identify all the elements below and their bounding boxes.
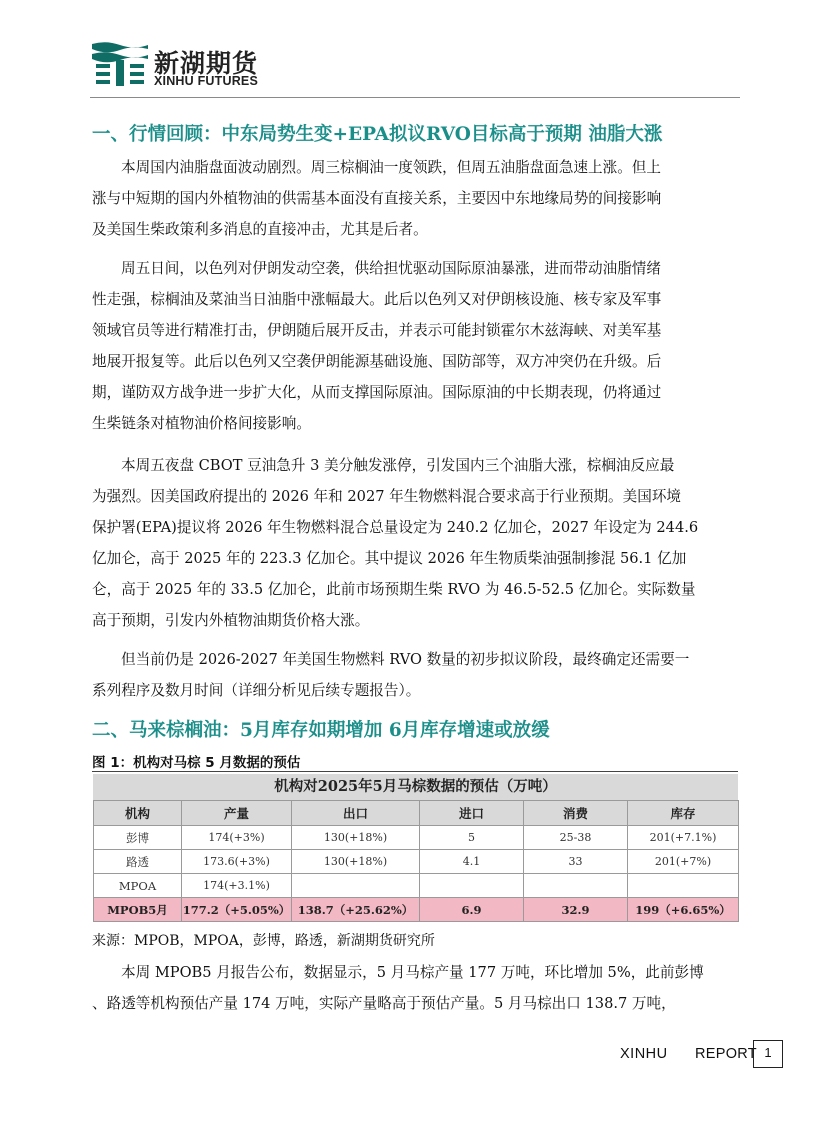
column-header: 消费 [524, 801, 628, 826]
table-cell [524, 874, 628, 898]
table-cell [292, 874, 420, 898]
company-logo [90, 38, 290, 94]
table-cell: 138.7（+25.62%） [292, 898, 420, 922]
logo-chinese-name: 新湖期货 [154, 49, 259, 78]
section-1-paragraph-4 [92, 644, 740, 706]
text-line: 生柴链条对植物油价格间接影响。 [92, 415, 311, 432]
text-line: 系列程序及数月时间（详细分析见后续专题报告）。 [92, 682, 421, 699]
figure-divider [92, 771, 738, 772]
section-1-paragraph-3 [92, 450, 740, 636]
page-number: 1 [753, 1040, 783, 1068]
text-line: 期，谨防双方战争进一步扩大化，从而支撑国际原油。国际原油的中长期表现，仍将通过 [92, 384, 662, 401]
header-divider [90, 97, 740, 98]
table-cell: 6.9 [420, 898, 524, 922]
text-line: 及美国生柴政策利多消息的直接冲击，尤其是后者。 [92, 221, 428, 238]
estimate-table-container [93, 774, 738, 922]
column-header: 库存 [628, 801, 739, 826]
logo-english-name: XINHU FUTURES [154, 74, 258, 88]
figure-title: 图 1：机构对马棕 5 月数据的预估 [92, 755, 301, 771]
text-line: 地展开报复等。此后以色列又空袭伊朗能源基础设施、国防部等，双方冲突仍在升级。后 [92, 353, 662, 370]
footer-label: REPORT [695, 1046, 757, 1062]
table-cell: MPOA [94, 874, 182, 898]
figure-source: 来源：MPOB，MPOA，彭博，路透，新湖期货研究所 [92, 933, 435, 949]
section-2-paragraph-1 [92, 957, 740, 1019]
table-cell: 25-38 [524, 826, 628, 850]
table-cell: 201(+7.1%) [628, 826, 739, 850]
table-cell: 173.6(+3%) [182, 850, 292, 874]
text-line: 性走强，棕榈油及菜油当日油脂中涨幅最大。此后以色列又对伊朗核设施、核专家及军事 [92, 291, 662, 308]
table-cell: 174(+3.1%) [182, 874, 292, 898]
table-cell: 177.2（+5.05%） [182, 898, 292, 922]
table-cell: 32.9 [524, 898, 628, 922]
table-cell [628, 874, 739, 898]
table-cell: MPOB5月 [94, 898, 182, 922]
table-cell: 路透 [94, 850, 182, 874]
table-cell: 199（+6.65%） [628, 898, 739, 922]
text-line: 亿加仑，高于 2025 年的 223.3 亿加仑。其中提议 2026 年生物质柴油强制掺混 56.1 亿加 [92, 550, 687, 567]
table-cell: 201(+7%) [628, 850, 739, 874]
table-cell: 5 [420, 826, 524, 850]
column-header: 出口 [292, 801, 420, 826]
text-line: 为强烈。因美国政府提出的 2026 年和 2027 年生物燃料混合要求高于行业预期。美国环境 [92, 488, 682, 505]
page-footer [610, 1044, 790, 1072]
section-1-heading: 一、行情回顾：中东局势生变+EPA拟议RVO目标高于预期 油脂大涨 [92, 124, 663, 145]
table-row [94, 874, 739, 898]
section-2-heading: 二、马来棕榈油：5月库存如期增加 6月库存增速或放缓 [92, 720, 550, 741]
table-header-row [94, 801, 739, 826]
table-row [94, 850, 739, 874]
text-line: 高于预期，引发内外植物油期货价格大涨。 [92, 612, 370, 629]
section-1-paragraph-1 [92, 152, 740, 245]
page-header [90, 38, 740, 98]
table-cell: 130(+18%) [292, 850, 420, 874]
table-row [94, 826, 739, 850]
text-line: 但当前仍是 2026-2027 年美国生物燃料 RVO 数量的初步拟议阶段，最终确定还需要一 [121, 651, 690, 668]
column-header: 进口 [420, 801, 524, 826]
table-cell: 彭博 [94, 826, 182, 850]
column-header: 机构 [94, 801, 182, 826]
text-line: 本周 MPOB5 月报告公布，数据显示，5 月马棕产量 177 万吨，环比增加 5%，此前彭博 [121, 964, 704, 981]
text-line: 、路透等机构预估产量 174 万吨，实际产量略高于预估产量。5 月马棕出口 138.7 万吨， [92, 995, 676, 1012]
column-header: 产量 [182, 801, 292, 826]
section-1-paragraph-2 [92, 253, 740, 439]
text-line: 领域官员等进行精准打击，伊朗随后展开反击，并表示可能封锁霍尔木兹海峡、对美军基 [92, 322, 662, 339]
table-title: 机构对2025年5月马棕数据的预估（万吨） [93, 774, 738, 800]
table-row-highlighted [94, 898, 739, 922]
table-cell: 130(+18%) [292, 826, 420, 850]
table-cell: 174(+3%) [182, 826, 292, 850]
table-cell [420, 874, 524, 898]
text-line: 仑，高于 2025 年的 33.5 亿加仑，此前市场预期生柴 RVO 为 46.5-52.5 亿加仑。实际数量 [92, 581, 696, 598]
text-line: 本周五夜盘 CBOT 豆油急升 3 美分触发涨停，引发国内三个油脂大涨，棕榈油反应最 [121, 457, 675, 474]
footer-brand: XINHU [620, 1046, 668, 1062]
text-line: 涨与中短期的国内外植物油的供需基本面没有直接关系，主要因中东地缘局势的间接影响 [92, 190, 662, 207]
table-cell: 4.1 [420, 850, 524, 874]
estimate-table [93, 800, 739, 922]
xinhu-logo-icon [90, 40, 150, 88]
table-cell: 33 [524, 850, 628, 874]
text-line: 保护署(EPA)提议将 2026 年生物燃料混合总量设定为 240.2 亿加仑，2027 年设定为 244.6 [92, 519, 699, 536]
text-line: 本周国内油脂盘面波动剧烈。周三棕榈油一度领跌，但周五油脂盘面急速上涨。但上 [121, 159, 661, 176]
text-line: 周五日间，以色列对伊朗发动空袭，供给担忧驱动国际原油暴涨，进而带动油脂情绪 [121, 260, 661, 277]
